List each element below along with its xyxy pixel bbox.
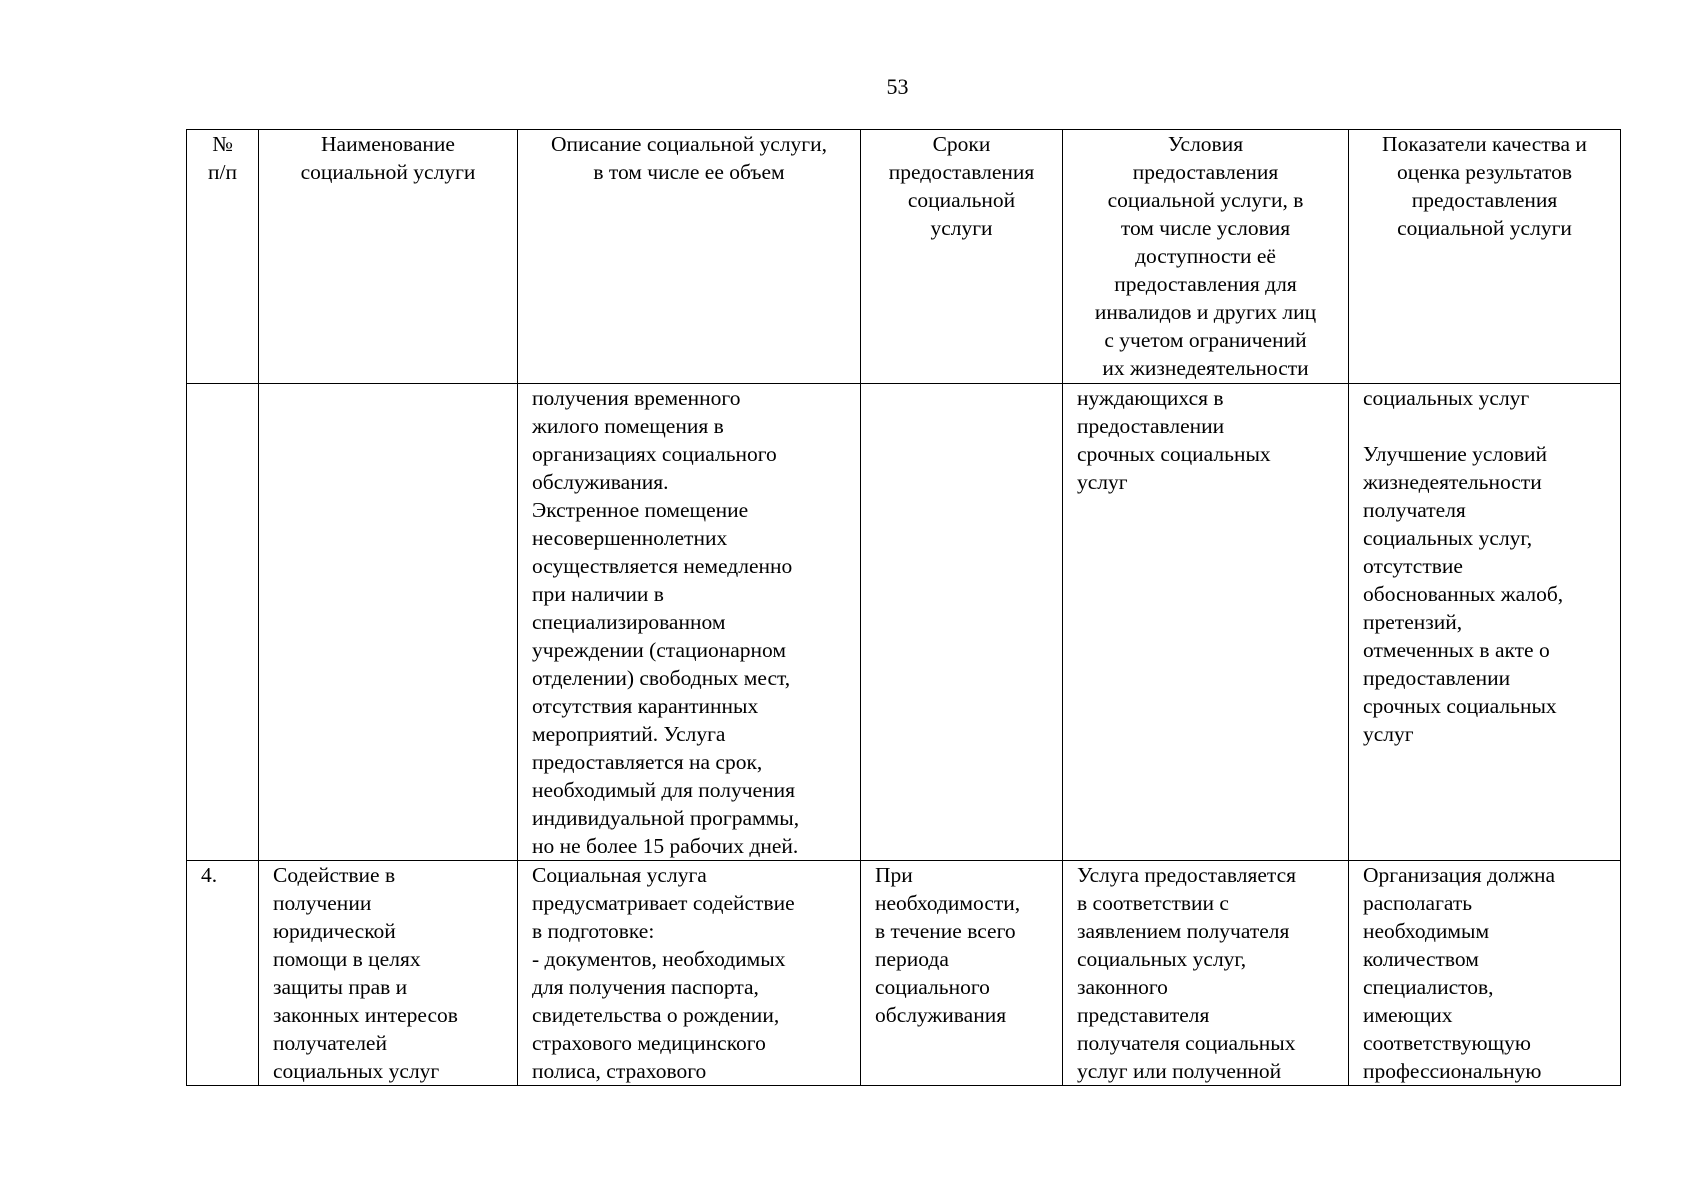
header-service-terms: Сроки предоставления социальной услуги [861, 130, 1063, 384]
quality-text-part-1: социальных услуг [1363, 386, 1530, 410]
quality-text-part-2: Улучшение условий жизнедеятельности получателя социальных услуг, отсутствие обоснованных жалоб, претензий, отмеченных в акте о предоставлении срочных социальных услуг [1363, 442, 1564, 746]
cell-number [187, 384, 259, 861]
social-services-table [186, 129, 1621, 1086]
cell-quality-indicators: Организация должна располагать необходимым количеством специалистов, имеющих соответствующую профессиональную [1349, 861, 1621, 1086]
header-service-description: Описание социальной услуги, в том числе ее объем [518, 130, 861, 384]
cell-number: 4. [187, 861, 259, 1086]
header-service-conditions: Условия предоставления социальной услуги, в том числе условия доступности её предоставления для инвалидов и других лиц с учетом ограничений их жизнедеятельности [1063, 130, 1349, 384]
header-service-name: Наименование социальной услуги [259, 130, 518, 384]
cell-service-name [259, 384, 518, 861]
cell-service-description: Социальная услуга предусматривает содействие в подготовке: - документов, необходимых для получения паспорта, свидетельства о рождении, страхового медицинского полиса, страхового [518, 861, 861, 1086]
cell-service-name: Содействие в получении юридической помощи в целях защиты прав и законных интересов получателей социальных услуг [259, 861, 518, 1086]
page-number: 53 [886, 74, 909, 99]
paragraph-gap [1363, 412, 1608, 440]
table-row [187, 861, 1621, 1086]
cell-service-conditions: Услуга предоставляется в соответствии с заявлением получателя социальных услуг, законного представителя получателя социальных услуг или полученной [1063, 861, 1349, 1086]
cell-service-terms: При необходимости, в течение всего периода социального обслуживания [861, 861, 1063, 1086]
cell-quality-indicators [1349, 384, 1621, 861]
table-header-row [187, 130, 1621, 384]
header-number: № п/п [187, 130, 259, 384]
cell-service-conditions: нуждающихся в предоставлении срочных социальных услуг [1063, 384, 1349, 861]
cell-service-terms [861, 384, 1063, 861]
cell-service-description: получения временного жилого помещения в организациях социального обслуживания. Экстренное помещение несовершеннолетних осуществляется немедленно при наличии в специализированном учреждении (стационарном отделении) свободных мест, отсутствия карантинных мероприятий. Услуга предоставляется на срок, необходимый для получения индивидуальной программы, но не более 15 рабочих дней. [518, 384, 861, 861]
table-row [187, 384, 1621, 861]
header-quality-indicators: Показатели качества и оценка результатов предоставления социальной услуги [1349, 130, 1621, 384]
